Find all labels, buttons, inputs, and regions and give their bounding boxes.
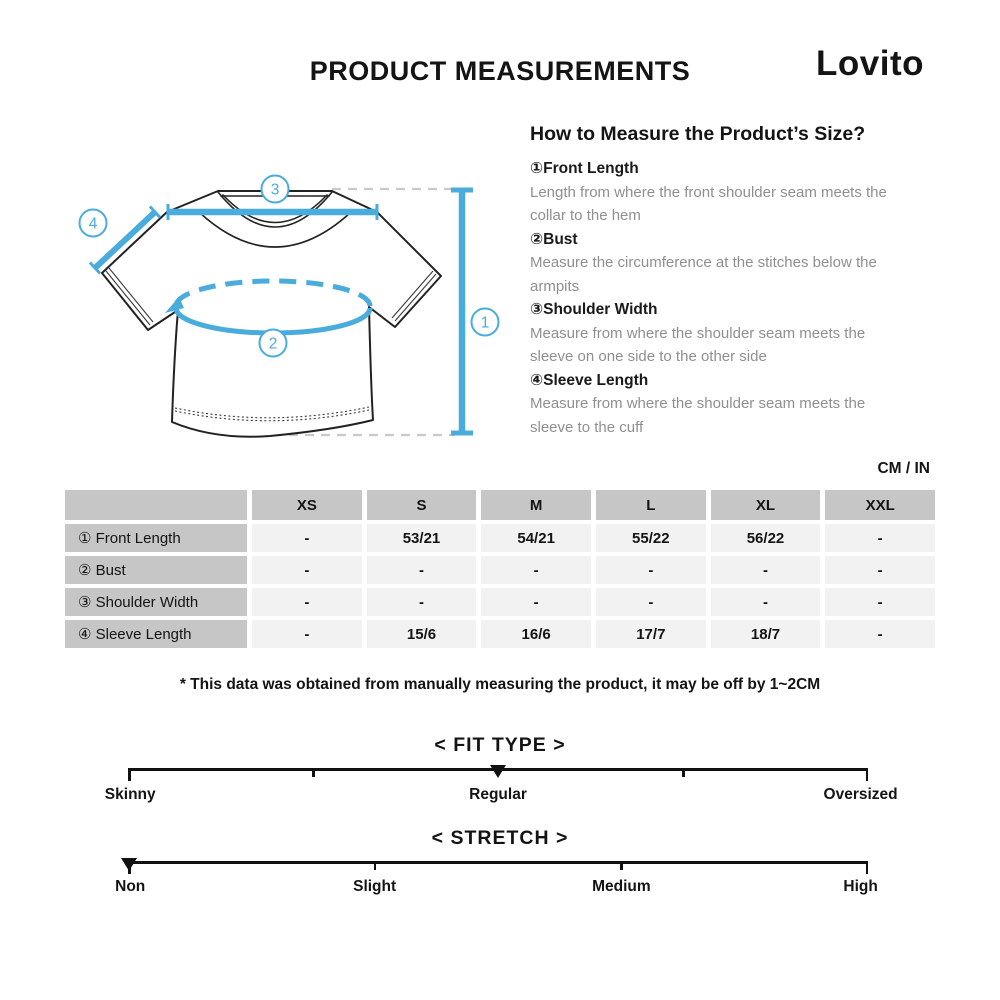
table-cell: - xyxy=(481,588,591,616)
svg-text:2: 2 xyxy=(268,335,278,353)
instruction-term-bust: ②Bust xyxy=(530,230,578,248)
column-header-xs: XS xyxy=(252,490,362,520)
fit-label-oversized: Oversized xyxy=(823,786,898,803)
column-header-m: M xyxy=(481,490,591,520)
table-cell: 53/21 xyxy=(367,524,477,552)
fit-tick-end xyxy=(866,768,869,781)
fit-tick-threequarter xyxy=(682,768,685,777)
fit-type-title: < FIT TYPE > xyxy=(434,734,566,756)
table-cell: - xyxy=(252,620,362,648)
stretch-scale xyxy=(128,861,868,877)
fit-tick-start xyxy=(128,768,131,781)
instruction-item xyxy=(530,157,902,228)
stretch-tick-twothird xyxy=(620,861,623,870)
instruction-desc-sleeve-length: Measure from where the shoulder seam meets the sleeve to the cuff xyxy=(530,395,866,436)
table-cell: - xyxy=(252,524,362,552)
unit-label: CM / IN xyxy=(877,460,930,477)
instruction-desc-bust: Measure the circumference at the stitches below the armpits xyxy=(530,254,877,295)
table-cell: - xyxy=(481,556,591,584)
fit-label-skinny: Skinny xyxy=(104,786,156,803)
instruction-item xyxy=(530,228,902,299)
table-cell: 55/22 xyxy=(596,524,706,552)
table-cell: 54/21 xyxy=(481,524,591,552)
stretch-marker-triangle xyxy=(121,858,137,871)
table-cell: 15/6 xyxy=(367,620,477,648)
table-cell: - xyxy=(252,588,362,616)
row-label-bust: ② Bust xyxy=(65,556,247,584)
row-label-shoulder-width: ③ Shoulder Width xyxy=(65,588,247,616)
measurement-footnote: * This data was obtained from manually measuring the product, it may be off by 1~2CM xyxy=(179,676,821,693)
stretch-labels xyxy=(115,878,878,898)
stretch-scale-line xyxy=(128,861,868,864)
table-corner-cell xyxy=(65,490,247,520)
front-length-measure-line xyxy=(451,190,473,433)
fit-marker-triangle xyxy=(490,765,506,778)
marker-circle-3 xyxy=(262,176,289,203)
table-cell: 18/7 xyxy=(711,620,821,648)
table-cell: - xyxy=(825,620,935,648)
stretch-label-slight: Slight xyxy=(353,878,397,895)
column-header-xl: XL xyxy=(711,490,821,520)
table-cell: 16/6 xyxy=(481,620,591,648)
instruction-item xyxy=(530,369,902,440)
row-label-sleeve-length: ④ Sleeve Length xyxy=(65,620,247,648)
svg-text:3: 3 xyxy=(270,181,280,199)
table-cell: - xyxy=(825,524,935,552)
fit-type-scale xyxy=(128,768,868,784)
instruction-term-front-length: ①Front Length xyxy=(530,160,639,177)
stretch-label-medium: Medium xyxy=(592,878,651,895)
table-cell: - xyxy=(825,588,935,616)
brand-logo: Lovito xyxy=(816,44,924,83)
column-header-s: S xyxy=(367,490,477,520)
marker-circle-2 xyxy=(260,330,287,357)
row-label-front-length: ① Front Length xyxy=(65,524,247,552)
marker-circle-4 xyxy=(80,210,107,237)
instruction-desc-front-length: Length from where the front shoulder seam meets the collar to the hem xyxy=(530,183,887,224)
column-header-xxl: XXL xyxy=(825,490,935,520)
table-cell: - xyxy=(596,556,706,584)
fit-label-regular: Regular xyxy=(469,786,527,803)
page-title: PRODUCT MEASUREMENTS xyxy=(309,56,691,86)
instruction-item xyxy=(530,298,902,369)
tshirt-measurement-diagram xyxy=(65,150,505,470)
table-cell: - xyxy=(825,556,935,584)
table-cell: - xyxy=(252,556,362,584)
table-cell: - xyxy=(367,556,477,584)
fit-type-labels xyxy=(104,786,898,806)
instruction-desc-shoulder-width: Measure from where the shoulder seam meets the sleeve on one side to the other side xyxy=(530,324,866,365)
measure-instructions xyxy=(530,123,902,439)
stretch-label-non: Non xyxy=(115,878,146,895)
table-cell: - xyxy=(711,556,821,584)
stretch-tick-third xyxy=(374,861,377,870)
table-cell: 17/7 xyxy=(596,620,706,648)
column-header-l: L xyxy=(596,490,706,520)
table-cell: - xyxy=(596,588,706,616)
tshirt-outline xyxy=(102,191,441,437)
table-cell: - xyxy=(367,588,477,616)
instruction-term-sleeve-length: ④Sleeve Length xyxy=(530,371,649,389)
instructions-heading: How to Measure the Product’s Size? xyxy=(530,123,866,145)
table-cell: - xyxy=(711,588,821,616)
stretch-tick-end xyxy=(866,861,869,874)
svg-text:1: 1 xyxy=(480,314,490,332)
marker-circle-1 xyxy=(472,309,499,336)
stretch-title: < STRETCH > xyxy=(431,827,569,849)
table-cell: 56/22 xyxy=(711,524,821,552)
size-table xyxy=(65,490,935,648)
stretch-label-high: High xyxy=(843,878,878,895)
instruction-term-shoulder-width: ③Shoulder Width xyxy=(530,301,658,318)
fit-tick-quarter xyxy=(312,768,315,777)
svg-text:4: 4 xyxy=(88,215,98,233)
